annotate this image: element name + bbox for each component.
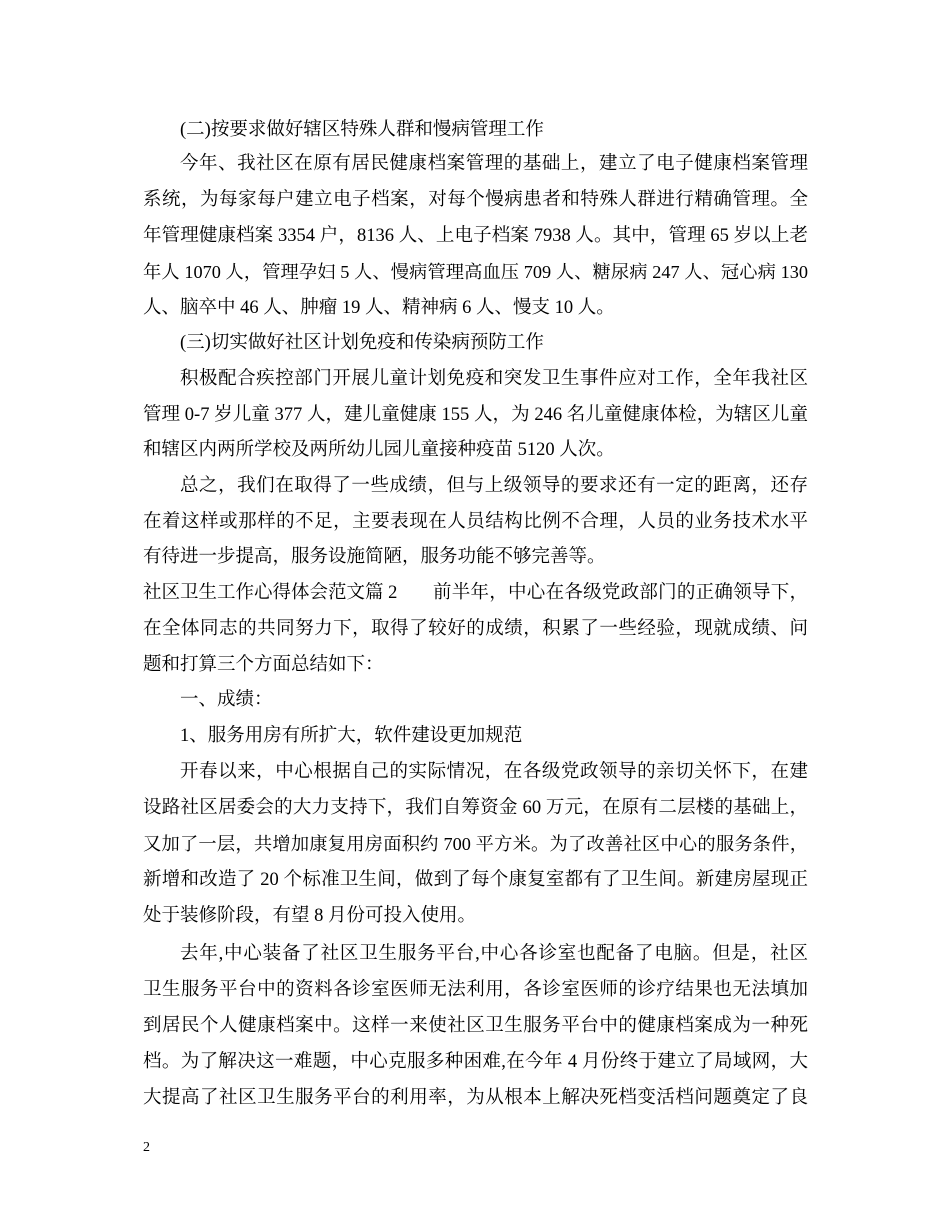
paragraph-line: 处于装修阶段，有望 8 月份可投入使用。 (143, 906, 477, 926)
paragraph-line: 到居民个人健康档案中。这样一来使社区卫生服务平台中的健康档案成为一种死 (143, 1016, 808, 1036)
article-title: 社区卫生工作心得体会范文篇 2 (143, 583, 398, 603)
heading-line: (二)按要求做好辖区特殊人群和慢病管理工作 (180, 120, 544, 140)
paragraph-line: 题和打算三个方面总结如下： (143, 655, 384, 675)
paragraph-line: 又加了一层，共增加康复用房面积约 700 平方米。为了改善社区中心的服务条件， (143, 834, 808, 854)
paragraph-line: 总之，我们在取得了一些成绩，但与上级领导的要求还有一定的距离，还存 (180, 476, 808, 496)
paragraph-line: 大提高了社区卫生服务平台的利用率，为从根本上解决死档变活档问题奠定了良 (143, 1088, 808, 1108)
paragraph-line: 积极配合疾控部门开展儿童计划免疫和突发卫生事件应对工作，全年我社区 (180, 369, 808, 389)
paragraph-line: 档。为了解决这一难题，中心克服多种困难,在今年 4 月份终于建立了局域网，大 (143, 1052, 808, 1072)
paragraph-line: 管理 0-7 岁儿童 377 人，建儿童健康 155 人，为 246 名儿童健康体检，为辖区儿童 (143, 405, 808, 425)
paragraph-line: 卫生服务平台中的资料各诊室医师无法利用，各诊室医师的诊疗结果也无法填加 (143, 980, 808, 1000)
paragraph-line: 在着这样或那样的不足，主要表现在人员结构比例不合理，人员的业务技术水平 (143, 512, 808, 532)
paragraph-line: 今年、我社区在原有居民健康档案管理的基础上，建立了电子健康档案管理 (180, 154, 808, 174)
paragraph-line: 新增和改造了 20 个标准卫生间，做到了每个康复室都有了卫生间。新建房屋现正 (143, 870, 808, 890)
heading-line: 一、成绩： (180, 690, 273, 710)
paragraph-line: 开春以来，中心根据自己的实际情况，在各级党政领导的亲切关怀下，在建 (180, 762, 808, 782)
heading-line: 1、服务用房有所扩大，软件建设更加规范 (180, 726, 523, 746)
paragraph-line: 设路社区居委会的大力支持下，我们自筹资金 60 万元，在原有二层楼的基础上， (143, 798, 808, 818)
paragraph-line: 和辖区内两所学校及两所幼儿园儿童接种疫苗 5120 人次。 (143, 440, 615, 460)
paragraph-line: 人、脑卒中 46 人、肿瘤 19 人、精神病 6 人、慢支 10 人。 (143, 298, 615, 318)
paragraph-line: 年人 1070 人，管理孕妇 5 人、慢病管理高血压 709 人、糖尿病 247 人、冠心病 130 (143, 262, 808, 282)
heading-line: (三)切实做好社区计划免疫和传染病预防工作 (180, 333, 544, 353)
paragraph-line: 前半年，中心在各级党政部门的正确领导下， (433, 583, 808, 603)
paragraph-line: 去年,中心装备了社区卫生服务平台,中心各诊室也配备了电脑。但是，社区 (180, 944, 808, 964)
paragraph-line: 年管理健康档案 3354 户，8136 人、上电子档案 7938 人。其中，管理 65 岁以上老 (143, 226, 808, 246)
page-number: 2 (143, 1140, 150, 1155)
paragraph-line: 在全体同志的共同努力下，取得了较好的成绩，积累了一些经验，现就成绩、问 (143, 619, 808, 639)
paragraph-line: 有待进一步提高，服务设施简陋，服务功能不够完善等。 (143, 547, 606, 567)
paragraph-line: 系统，为每家每户建立电子档案，对每个慢病患者和特殊人群进行精确管理。全 (143, 190, 808, 210)
